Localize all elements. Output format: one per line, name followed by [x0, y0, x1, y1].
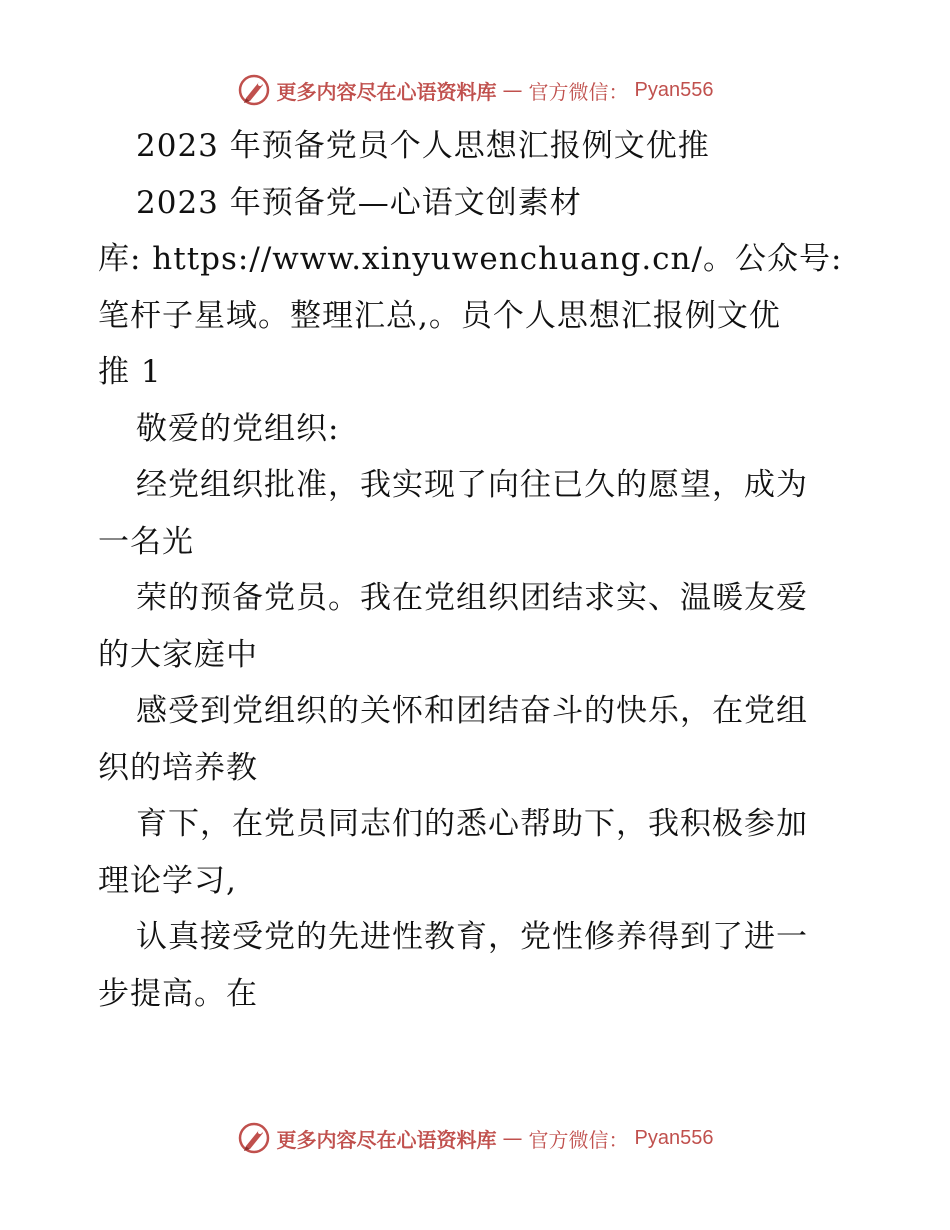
- banner-dash: —: [502, 78, 523, 102]
- doc-line: 育下，在党员同志们的悉心帮助下，我积极参加: [136, 806, 808, 842]
- banner-wechat-label: 官方微信：: [528, 1127, 629, 1152]
- doc-line: 织的培养教: [98, 749, 258, 786]
- page-header: [0, 70, 950, 110]
- doc-line: 一名光: [98, 523, 194, 560]
- footer-banner[interactable]: [237, 1121, 714, 1155]
- banner-wechat-label: 官方微信：: [528, 79, 629, 104]
- doc-line: 2023 年预备党—心语文创素材: [136, 184, 582, 221]
- doc-line: 理论学习,: [98, 862, 237, 899]
- banner-wechat-id: Pyan556: [634, 78, 714, 101]
- banner-main-text: 更多内容尽在心语资料库: [276, 79, 497, 104]
- banner-main-text: 更多内容尽在心语资料库: [276, 1127, 497, 1152]
- doc-line: 2023 年预备党员个人思想汇报例文优推: [136, 128, 710, 164]
- banner-wechat-id: Pyan556: [634, 1126, 714, 1149]
- doc-line: 经党组织批准，我实现了向往已久的愿望，成为: [136, 467, 808, 503]
- doc-line: 敬爱的党组织:: [136, 410, 340, 447]
- pen-logo-icon: [237, 1121, 271, 1155]
- doc-line: 库: https://www.xinyuwenchuang.cn/。公众号:: [98, 241, 843, 277]
- doc-line: 认真接受党的先进性教育，党性修养得到了进一: [136, 919, 808, 955]
- doc-line: 步提高。在: [98, 975, 258, 1012]
- header-banner[interactable]: [237, 73, 714, 107]
- doc-line: 笔杆子星域。整理汇总,。员个人思想汇报例文优: [98, 297, 781, 334]
- pen-logo-icon: [237, 73, 271, 107]
- page-footer: [0, 1118, 950, 1158]
- document-body: [98, 118, 858, 1022]
- doc-line: 推 1: [98, 354, 162, 390]
- doc-line: 的大家庭中: [98, 636, 258, 673]
- doc-line: 感受到党组织的关怀和团结奋斗的快乐，在党组: [136, 693, 808, 729]
- doc-line: 荣的预备党员。我在党组织团结求实、温暖友爱: [136, 580, 808, 616]
- banner-dash: —: [502, 1126, 523, 1150]
